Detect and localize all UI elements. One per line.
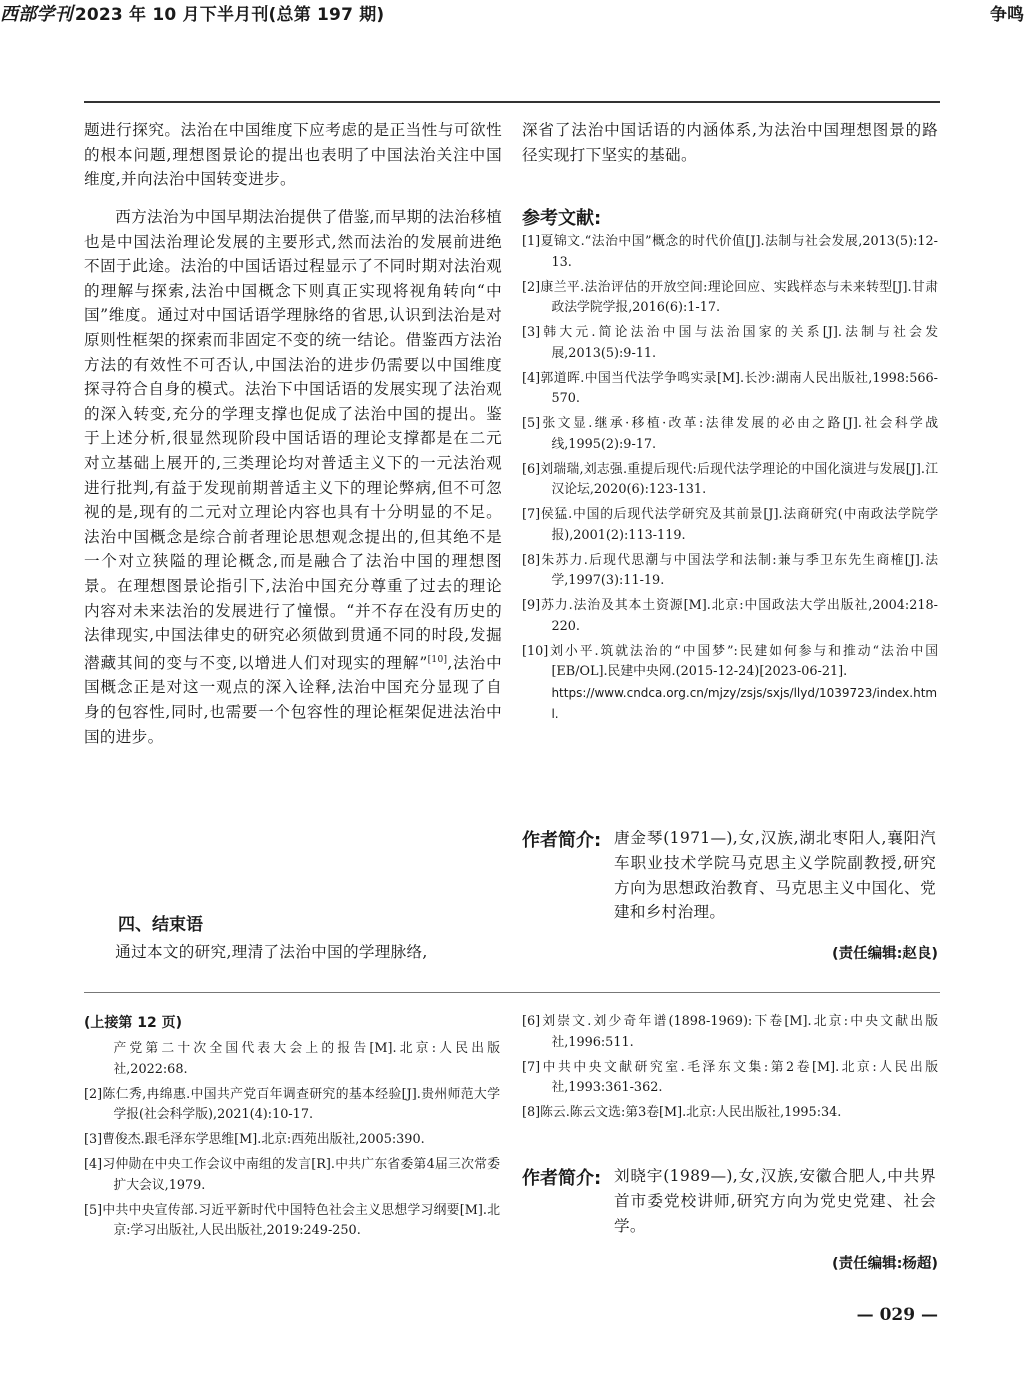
running-header <box>0 0 1024 30</box>
reference-item: [1]夏锦文.“法治中国”概念的时代价值[J].法制与社会发展,2013(5):12-13. <box>522 234 938 270</box>
paragraph-2-tail: ,法治中国概念正是对这一观点的深入诠释,法治中国充分显现了自身的包容性,同时,也需要一个包容性的理论框架促进法治中国的进步。 <box>84 653 502 746</box>
reference-item: [5]张文显.继承·移植·改革:法律发展的必由之路[J].社会科学战线,1995(2):9-17. <box>522 416 938 452</box>
reference-item: [7]侯猛.中国的后现代法学研究及其前景[J].法商研究(中南政法学院学报),2001(2):113-119. <box>522 507 938 543</box>
reference-item: [7]中共中央文献研究室.毛泽东文集:第2卷[M].北京:人民出版社,1993:361-362. <box>522 1059 938 1095</box>
author-label: 作者简介: <box>522 830 602 851</box>
reference-item: [6]刘瑞瑞,刘志强.重提后现代:后现代法学理论的中国化演进与发展[J].江汉论坛,2020(6):123-131. <box>522 461 938 497</box>
author-bio-2 <box>522 1164 938 1244</box>
reference-url: https://www.cndca.org.cn/mjzy/zsjs/sxjs/llyd/1039723/index.html. <box>551 685 938 721</box>
header-rule <box>84 101 940 103</box>
reference-item: [2]康兰平.法治评估的开放空间:理论回应、实践样态与未来转型[J].甘肃政法学院学报,2016(6):1-17. <box>522 279 938 315</box>
conclusion-paragraph: 通过本文的研究,理清了法治中国的学理脉络, <box>115 943 428 961</box>
editor-credit-1: (责任编辑:赵良) <box>831 946 938 962</box>
conclusion-heading: 四、结束语 <box>118 915 203 935</box>
reference-item: 产党第二十次全国代表大会上的报告[M].北京:人民出版社,2022:68. <box>113 1041 500 1077</box>
reference-item: [5]中共中央宣传部.习近平新时代中国特色社会主义思想学习纲要[M].北京:学习出版社,人民出版社,2019:249-250. <box>84 1202 500 1238</box>
continued-reference-list-right <box>522 1012 938 1128</box>
reference-item: [2]陈仁秀,冉绵惠.中国共产党百年调查研究的基本经验[J].贵州师范大学学报(社会科学版),2021(4):10-17. <box>84 1086 500 1122</box>
author-bio-1 <box>522 826 938 936</box>
continued-paragraph: 深省了法治中国话语的内涵体系,为法治中国理想图景的路径实现打下坚实的基础。 <box>522 121 938 164</box>
reference-item: [4]郭道晖.中国当代法学争鸣实录[M].长沙:湖南人民出版社,1998:566-570. <box>522 370 938 406</box>
references-heading: 参考文献: <box>522 208 602 229</box>
body-paragraph-1: 题进行探究。法治在中国维度下应考虑的是正当性与可欲性的根本问题,理想图景论的提出也表明了中国法治关注中国维度,并向法治中国转变进步。 <box>84 121 502 189</box>
section-title: 争鸣 <box>990 5 1024 25</box>
reference-item: [3]韩大元.简论法治中国与法治国家的关系[J].法制与社会发展,2013(5):9-11. <box>522 325 938 361</box>
journal-issue-text: 2023 年 10 月下半月刊(总第 197 期) <box>74 5 385 25</box>
section-divider <box>84 992 940 993</box>
reference-item: [4]习仲勋在中央工作会议中南组的发言[R].中共广东省委第4届三次常委扩大会议,1979. <box>84 1157 500 1193</box>
journal-logo: 西部学刊 <box>0 4 73 25</box>
reference-item: [8]陈云.陈云文选:第3卷[M].北京:人民出版社,1995:34. <box>522 1105 842 1120</box>
author-text: 唐金琴(1971—),女,汉族,湖北枣阳人,襄阳汽车职业技术学院马克思主义学院副教授,研究方向为思想政治教育、马克思主义中国化、党建和乡村治理。 <box>614 829 936 922</box>
reference-list <box>522 232 938 730</box>
continued-reference-list <box>84 1039 500 1246</box>
reference-item <box>522 642 938 726</box>
body-paragraph-2 <box>84 205 502 749</box>
citation-mark: [10] <box>427 654 448 665</box>
reference-10-text: [10]刘小平.筑就法治的“中国梦”:民建如何参与和推动“法治中国[EB/OL].民建中央网.(2015-12-24)[2023-06-21]. <box>522 643 938 679</box>
reference-item: [6]刘崇文.刘少奇年谱(1898-1969):下卷[M].北京:中央文献出版社,1996:511. <box>522 1014 938 1050</box>
paragraph-2-text: 西方法治为中国早期法治提供了借鉴,而早期的法治移植也是中国法治理论发展的主要形式,然而法治的发展前进绝不固于此途。法治的中国话语过程显示了不同时期对法治观的理解与探索,法治中国概念下则真正实现将视角转向“中国”维度。通过对中国话语学理脉络的省思,认识到法治是对原则性框架的探索而非固定不变的统一结论。借鉴西方法治方法的有效性不可否认,中国法治的进步仍需要以中国维度探寻符合自身的模式。法治下中国话语的发展实现了法治观的深入转变,充分的学理支撑也促成了法治中国的提出。鉴于上述分析,很显然现阶段中国话语的理论支撑都是在二元对立基础上展开的,三类理论均对普适主义下的一元法治观进行批判,有益于发现前期普适主义下的理论弊病,但不可忽视的是,现有的二元对立理论内容也具有十分明显的不足。法治中国概念是综合前者理论思想观念提出的,但其绝不是一个对立狭隘的理论概念,而是融合了法治中国的理想图景。在理想图景论指引下,法治中国充分尊重了过去的理论内容对未来法治的发展进行了憧憬。“并不存在没有历史的法律现实,中国法律史的研究必须做到贯通不同的时段,发掘潜藏其间的变与不变,以增进人们对现实的理解” <box>84 208 502 672</box>
editor-credit-2: (责任编辑:杨超) <box>831 1256 938 1272</box>
author-text: 刘晓宇(1989—),女,汉族,安徽合肥人,中共界首市委党校讲师,研究方向为党史党建、社会学。 <box>614 1167 936 1235</box>
page-number: — 029 — <box>856 1305 938 1325</box>
reference-item: [9]苏力.法治及其本土资源[M].北京:中国政法大学出版社,2004:218-220. <box>522 598 938 634</box>
reference-item: [3]曹俊杰.跟毛泽东学思维[M].北京:西苑出版社,2005:390. <box>84 1132 425 1147</box>
reference-item: [8]朱苏力.后现代思潮与中国法学和法制:兼与季卫东先生商榷[J].法学,1997(3):11-19. <box>522 552 938 588</box>
author-label: 作者简介: <box>522 1168 602 1189</box>
continued-from-note: (上接第 12 页) <box>84 1015 183 1031</box>
journal-issue <box>0 0 384 26</box>
